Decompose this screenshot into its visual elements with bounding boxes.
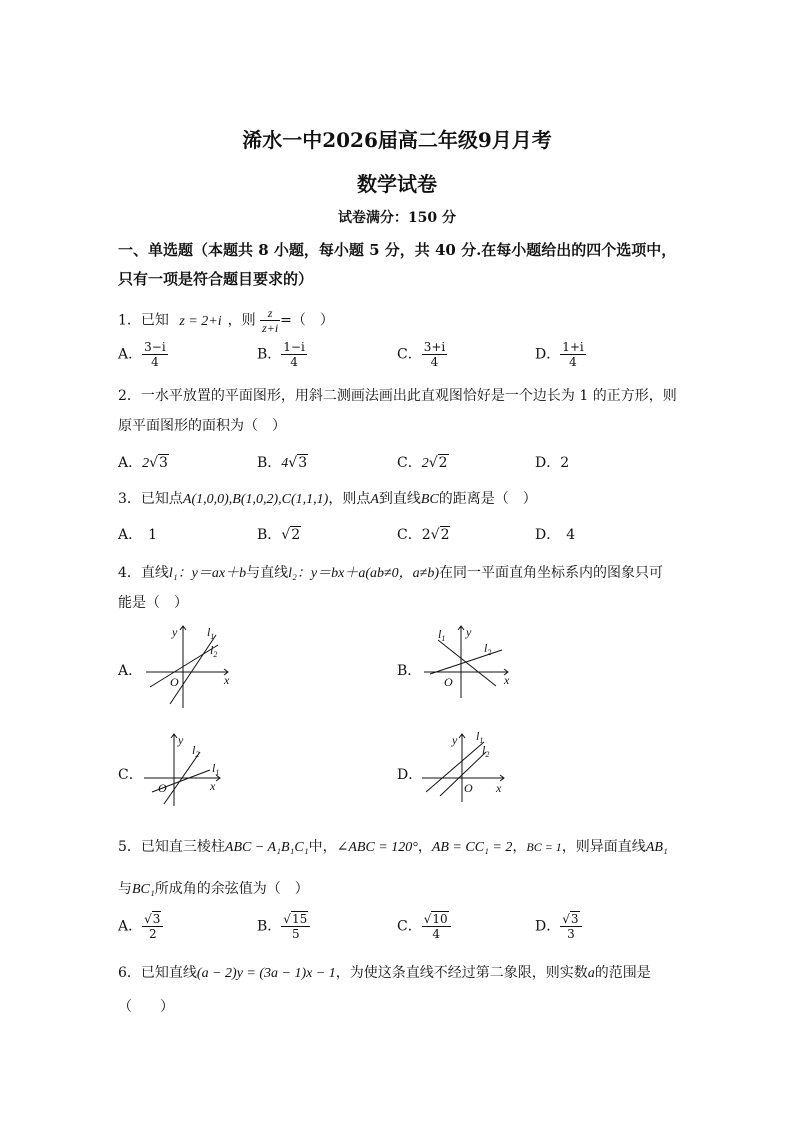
q1-option-b[interactable]: B． $\frac{1-i}{4}$ — [257, 340, 305, 369]
q2-option-d[interactable]: D．2 — [535, 455, 570, 471]
q4-option-b[interactable]: B． — [397, 663, 422, 679]
l2-label: $l_2$ — [484, 641, 492, 657]
q1-option-a[interactable]: A． $\frac{3-i}{4}$ — [118, 340, 166, 369]
q5-option-d[interactable]: D． $\frac{√3}{3}$ — [535, 912, 582, 941]
l1-label: $l_1$ — [438, 627, 446, 643]
section-heading-line1: 一、单选题（本题共 8 小题，每小题 5 分，共 40 分.在每小题给出的四个选项中， — [118, 241, 677, 259]
question-2-line2: 原平面图形的面积为（ ） — [118, 418, 286, 434]
q3-option-c[interactable]: C．2√2 — [397, 527, 450, 543]
q1-option-d[interactable]: D． $\frac{1+i}{4}$ — [535, 340, 584, 369]
q4-graph-c — [140, 730, 240, 810]
x-label: x — [224, 673, 230, 687]
question-5-line1: 5．已知直三棱柱ABC − A₁B₁C₁中，∠ABC = 120°，AB = CC₁ = 2，BC = 1，则异面直线AB₁ — [118, 839, 668, 855]
q2-option-c[interactable]: C．2√2 — [397, 455, 448, 471]
graph-line-l1 — [426, 742, 484, 792]
l1-label: $l_1$ — [476, 730, 484, 745]
l2-label: $l_2$ — [210, 643, 218, 659]
exam-subtitle: 数学试卷 — [357, 172, 437, 196]
q1-pre: 1．已知 — [118, 312, 169, 329]
exam-title: 浠水一中2026届高二年级9月月考 — [242, 128, 552, 152]
origin-label: O — [444, 675, 453, 689]
l1-label: $l_1$ — [207, 625, 215, 641]
question-1 — [118, 306, 334, 335]
section-heading-line2: 只有一项是符合题目要求的） — [118, 270, 314, 288]
l1-label: $l_1$ — [212, 761, 220, 777]
origin-label: O — [158, 781, 167, 795]
q5-option-c[interactable]: C． $\frac{√10}{4}$ — [397, 912, 451, 941]
q3-points: A(1,0,0),B(1,0,2),C(1,1,1) — [182, 492, 329, 507]
q1-fraction: $\frac{z}{z+i}$ — [262, 306, 279, 335]
q3-option-b[interactable]: B．√2 — [257, 527, 301, 543]
question-4-line2: 能是（ ） — [118, 595, 188, 611]
q1-post: =（ ） — [280, 312, 334, 329]
question-6-line2: （ ） — [118, 999, 174, 1015]
full-score: 试卷满分：150 分 — [337, 210, 457, 226]
origin-label: O — [464, 781, 473, 795]
q5-option-a[interactable]: A． $\frac{√3}{2}$ — [118, 912, 163, 941]
question-5-line2: 与BC₁所成角的余弦值为（ ） — [118, 881, 309, 897]
q2-option-a[interactable]: A．2√3 — [118, 455, 168, 471]
l2-label: $l_2$ — [482, 743, 490, 759]
l2-label: $l_2$ — [192, 743, 200, 759]
q3-option-a[interactable]: A． 1 — [118, 527, 158, 543]
question-4-line1: 4．直线l₁：y＝ax＋b与直线l₂：y＝bx＋a(ab≠0，a≠b)在同一平面直角坐标系内的图象只可 — [118, 565, 664, 581]
graph-line-l2 — [150, 645, 218, 687]
y-label: y — [452, 733, 458, 747]
q1-option-c[interactable]: C． $\frac{3+i}{4}$ — [397, 340, 446, 369]
y-label: y — [178, 733, 184, 747]
q4-option-a[interactable]: A． — [118, 663, 143, 679]
q5-option-b[interactable]: B． $\frac{√15}{5}$ — [257, 912, 310, 941]
question-3: 3．已知点A(1,0,0),B(1,0,2),C(1,1,1)，则点A到直线BC的距离是（ ） — [118, 491, 537, 507]
q4-option-d[interactable]: D． — [397, 767, 423, 783]
y-label: y — [466, 625, 472, 639]
q2-option-b[interactable]: B．4√3 — [257, 455, 308, 471]
q1-mid: ，则 — [227, 312, 256, 329]
q4-graph-d — [418, 730, 518, 810]
q4-option-c[interactable]: C． — [118, 767, 143, 783]
q4-graph-b — [416, 622, 516, 710]
question-6-line1: 6．已知直线(a − 2)y = (3a − 1)x − 1，为使这条直线不经过第二象限，则实数a的范围是 — [118, 965, 651, 981]
x-label: x — [504, 673, 510, 687]
x-label: x — [210, 779, 216, 793]
origin-label: O — [170, 675, 179, 689]
x-label: x — [496, 781, 502, 795]
q3-option-d[interactable]: D． 4 — [535, 527, 576, 543]
q1-z-eq: z = 2+i — [179, 313, 222, 329]
question-2-line1: 2．一水平放置的平面图形，用斜二测画法画出此直观图恰好是一个边长为 1 的正方形，则 — [118, 388, 677, 404]
q4-graph-a — [140, 622, 240, 710]
y-label: y — [172, 625, 178, 639]
